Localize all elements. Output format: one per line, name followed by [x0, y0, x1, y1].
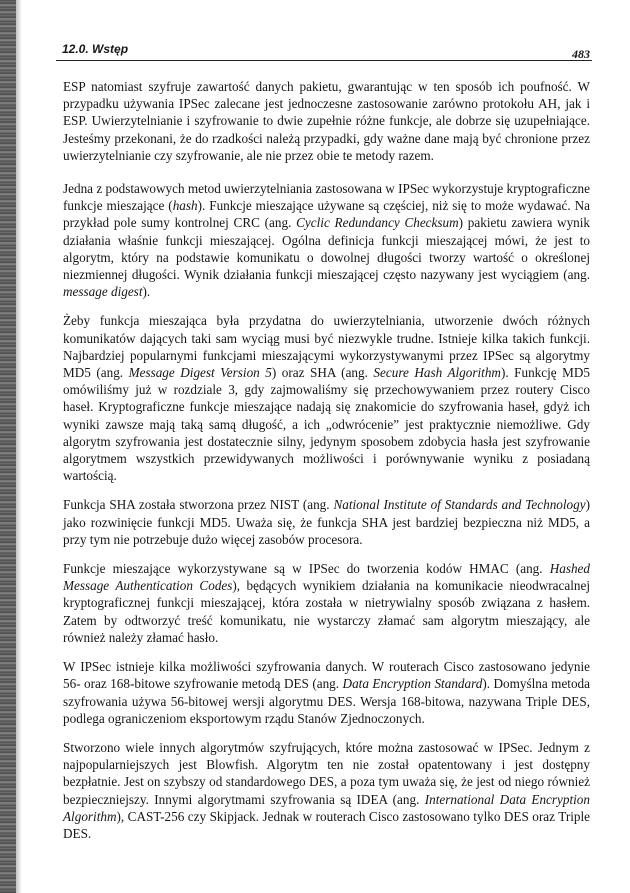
term-italic: Cyclic Redundancy Checksum: [296, 215, 459, 231]
term-italic: Hashed Message Authentication Codes: [63, 561, 590, 594]
term-italic: International Data Encryption Algorithm: [63, 791, 590, 824]
paragraph-text: ).: [142, 284, 151, 300]
paragraph-text: ) jako rozwinięcie funkcji MD5. Uważa się, że funkcja SHA jest bardziej bezpieczna niż MD5, a przy tym nie potrzebuje dużo więcej zasobów procesora.: [63, 497, 590, 547]
chapter-title: 12.0. Wstęp: [62, 42, 129, 56]
spine-gradient: [16, 0, 22, 893]
paragraph-text: ), będących wynikiem działania na komunikacie nieodwracalnej kryptograficznej funkcji mieszającej, która została w nietrywialny sposób związana z hasłem. Zatem by odtworzyć treść komunikatu, nie wystarczy złamać sam algorytm mieszający, ale również należy złamać hasło.: [63, 578, 590, 645]
book-spine-shadow: [0, 0, 16, 893]
paragraph-4: [63, 496, 590, 548]
paragraph-text: Jedna z podstawowych metod uwierzytelniania zastosowana w IPSec wykorzystuje kryptograficzne funkcje mieszające (: [63, 181, 590, 214]
paragraph-text: ) oraz SHA (ang.: [271, 365, 374, 381]
term-italic: message digest: [63, 284, 143, 300]
paragraph-text: ). Funkcję MD5 omówiliśmy już w rozdziale 3, gdy zajmowaliśmy się przechowywaniem przez routery Cisco haseł. Kryptograficzne funkcje mieszające nadają się znakomicie do szyfrowania haseł, gdyż ich wyniki zawsze mają taką samą długość, a ich „odwrócenie” jest praktycznie niemożliwe. Gdy algorytm szyfrowania jest dostatecznie silny, jedynym sposobem zdobycia hasła jest szyfrowanie algorytmem wszystkich przewidywanych możliwości i porównywanie wyniku z posiadaną wartością.: [63, 365, 590, 484]
paragraph-text: W IPSec istnieje kilka możliwości szyfrowania danych. W routerach Cisco zastosowano jedynie 56- oraz 168-bitowe szyfrowanie metodą DES (ang.: [63, 659, 590, 692]
paragraph-3: [63, 312, 590, 484]
paragraph-text: ), CAST-256 czy Skipjack. Jednak w routerach Cisco zastosowano tylko DES oraz Triple DES.: [63, 808, 590, 841]
paragraph-1: [63, 78, 590, 164]
paragraph-7: [63, 739, 590, 842]
paragraph-text: Stworzono wiele innych algorytmów szyfrujących, które można zastosować w IPSec. Jednym z najpopularniejszych jest Blowfish. Algorytm ten nie został opatentowany i jest dostępny bezpłatnie. Jest on szybszy od standardowego DES, a poza tym uważa się, że jest od niego również bezpieczniejszy. Innymi algorytmami szyfrowania są IDEA (ang.: [63, 739, 590, 807]
paragraph-6: [63, 658, 590, 727]
paragraph-text: Funkcja SHA została stworzona przez NIST (ang.: [63, 497, 334, 513]
paragraph-text: ) pakietu zawiera wynik działania właśnie funkcji mieszającej. Ogólna definicja funkcji mieszającej mówi, że jest to algorytm, który na podstawie komunikatu o dowolnej długości tworzy wartość o określonej niezmiennej długości. Wynik działania funkcji mieszającej często nazywany jest wyciągiem (ang.: [63, 215, 591, 283]
paragraph-text: ). Domyślna metoda szyfrowania używa 56-bitowej wersji algorytmu DES. Wersja 168-bitowa, nazywana Triple DES, podlega ograniczeniom eksportowym rządu Stanów Zjednoczonych.: [63, 676, 591, 726]
paragraph-text: ). Funkcje mieszające używane są częściej, niż się to może wydawać. Na przykład pole sumy kontrolnej CRC (ang.: [63, 198, 590, 231]
running-header: [56, 42, 592, 61]
term-italic: Data Encryption Standard: [342, 676, 483, 692]
paragraph-text: ESP natomiast szyfruje zawartość danych pakietu, gwarantując w ten sposób ich poufność. W przypadku używania IPSec zalecane jest jednoczesne zastosowanie zarówno protokołu AH, jak i ESP. Uwierzytelnianie i szyfrowanie to dwie zupełnie różne funkcje, ale dobrze się uzupełniające. Jesteśmy przekonani, że do rzadkości należą przypadki, gdy ważne dane mają być chronione przez uwierzytelnianie czy szyfrowanie, ale nie przez obie te metody razem.: [63, 79, 590, 163]
page-body: [63, 78, 590, 854]
paragraph-5: [63, 560, 590, 646]
paragraph-2: [63, 180, 590, 300]
term-italic: Secure Hash Algorithm: [373, 365, 501, 381]
paragraph-text: Funkcje mieszające wykorzystywane są w IPSec do tworzenia kodów HMAC (ang.: [63, 561, 550, 577]
term-italic: Message Digest Version 5: [128, 365, 272, 381]
paragraph-text: Żeby funkcja mieszająca była przydatna do uwierzytelniania, utworzenie dwóch różnych komunikatów dających taki sam wyciąg musi być niezwykle trudne. Istnieje kilka takich funkcji. Najbardziej popularnymi funkcjami mieszającymi wykorzystywanymi przez IPSec są algorytmy MD5 (ang.: [63, 313, 590, 381]
term-italic: National Institute of Standards and Technology: [333, 497, 586, 513]
term-italic: hash: [172, 198, 198, 214]
page-number: 483: [572, 47, 590, 61]
